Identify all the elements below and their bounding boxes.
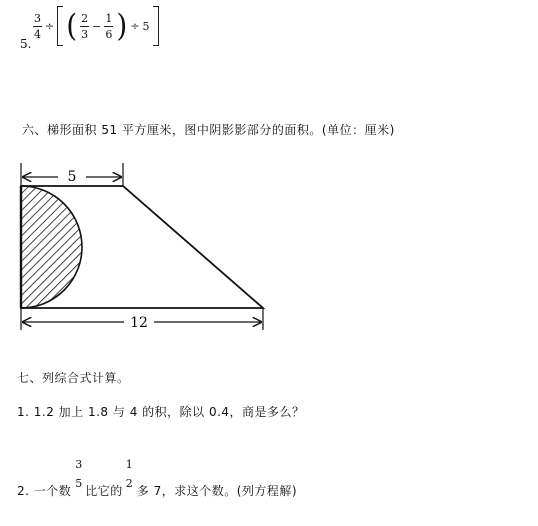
fraction-numerator: 3 (75, 457, 83, 471)
question-2-middle: 比它的 (85, 484, 123, 498)
fraction-2-3 (80, 13, 89, 40)
problem-5-number: 5. (20, 37, 32, 51)
divide-operator: ÷ (130, 19, 140, 33)
question-2-prefix: 2. 一个数 (17, 484, 72, 498)
divide-operator: ÷ (45, 19, 55, 33)
question-1: 1. 1.2 加上 1.8 与 4 的积，除以 0.4，商是多么？ (17, 405, 305, 419)
fraction-denominator: 4 (34, 27, 41, 41)
top-dimension-label: 5 (67, 169, 77, 185)
fraction-numerator: 1 (125, 457, 134, 471)
fraction-denominator: 6 (105, 27, 113, 41)
fraction-3-4 (33, 13, 42, 40)
section-6-question: 六、梯形面积 51 平方厘米，图中阴影影部分的面积。(单位：厘米) (22, 123, 395, 137)
fraction-denominator: 3 (81, 27, 89, 41)
section-7-title: 七、列综合式计算。 (17, 371, 130, 385)
question-2-suffix: 多 7，求这个数。(列方程解) (136, 484, 298, 498)
shaded-semicircle (21, 186, 82, 308)
right-parenthesis: ) (116, 7, 128, 44)
fraction-denominator: 2 (125, 476, 134, 490)
fraction-1-2 (123, 457, 137, 498)
fraction-numerator: 2 (81, 11, 89, 25)
minus-operator: − (92, 19, 102, 33)
fraction-numerator: 1 (105, 11, 113, 25)
operand-5: 5 (142, 19, 150, 33)
question-2 (17, 457, 298, 499)
fraction-1-6 (104, 13, 113, 40)
right-square-bracket (153, 6, 159, 46)
fraction-denominator: 5 (75, 476, 83, 490)
fraction-numerator: 3 (34, 11, 41, 25)
fraction-3-5 (71, 457, 85, 498)
left-parenthesis: ( (66, 7, 78, 44)
problem-5-expression (33, 6, 159, 46)
trapezoid-figure (0, 155, 300, 340)
bottom-dimension-label: 12 (130, 315, 148, 331)
left-square-bracket (57, 6, 63, 46)
